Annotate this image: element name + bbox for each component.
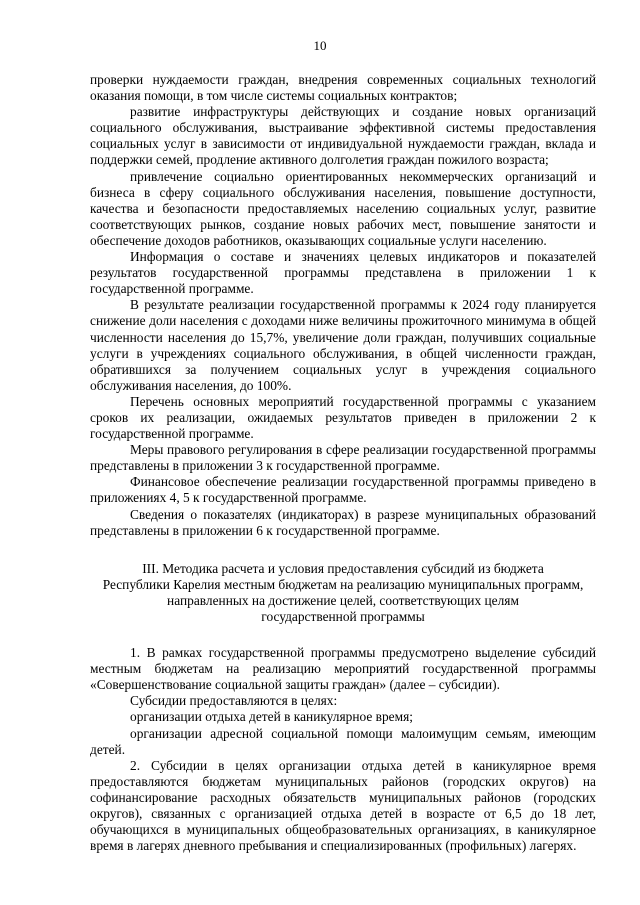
section-heading-line: Республики Карелия местным бюджетам на реализацию муниципальных программ, (102, 576, 584, 592)
paragraph: организации отдыха детей в каникулярное время; (130, 709, 413, 725)
section-heading-line: III. Методика расчета и условия предоставления субсидий из бюджета (142, 560, 544, 576)
paragraph: Информация о составе и значениях целевых индикаторов и показателей результатов государственной программы представлена в приложении 1 к государственной программе. (90, 249, 596, 297)
paragraph: 2. Субсидии в целях организации отдыха детей в каникулярное время предоставляются бюджетам муниципальных районов (городских округов) на софинансирование расходных обязательств муниципальных районов (городских округов), связанных с организацией отдыха детей в возрасте от 6,5 до 18 лет, обучающихся в муниципальных общеобразовательных организациях, в каникулярное время в лагерях дневного пребывания и специализированных (профильных) лагерях. (90, 757, 596, 854)
paragraph: Финансовое обеспечение реализации государственной программы приведено в приложениях 4, 5 к государственной программе. (90, 474, 596, 506)
paragraph: организации адресной социальной помощи малоимущим семьям, имеющим детей. (90, 725, 596, 757)
section-heading (90, 561, 596, 625)
paragraph: Субсидии предоставляются в целях: (130, 693, 338, 709)
paragraph: Меры правового регулирования в сфере реализации государственной программы представлены в приложении 3 к государственной программе. (90, 442, 596, 474)
section-heading-line: направленных на достижение целей, соответствующих целям (167, 592, 519, 608)
paragraph: развитие инфраструктуры действующих и создание новых организаций социального обслуживания, выстраивание эффективной системы предоставления социальных услуг в зависимости от индивидуальной нуждаемости граждан, вклада и поддержки семей, продление активного долголетия граждан пожилого возраста; (90, 104, 596, 168)
paragraph: Перечень основных мероприятий государственной программы с указанием сроков их реализации, ожидаемых результатов приведен в приложении 2 к государственной программе. (90, 393, 596, 442)
paragraph: привлечение социально ориентированных некоммерческих организаций и бизнеса в сферу социального обслуживания населения, повышение доступности, качества и безопасности предоставляемых населению социальных услуг, развитие соответствующих рынков, создание новых рабочих мест, повышение занятости и обеспечение доходов работников, оказывающих социальные услуги населению. (90, 168, 596, 248)
paragraph: проверки нуждаемости граждан, внедрения современных социальных технологий оказания помощи, в том числе системы социальных контрактов; (90, 72, 596, 104)
paragraph: Сведения о показателях (индикаторах) в разрезе муниципальных образований представлены в приложении 6 к государственной программе. (90, 506, 596, 538)
document-body (90, 72, 596, 854)
section-heading-line: государственной программы (261, 609, 425, 624)
paragraph: 1. В рамках государственной программы предусмотрено выделение субсидий местным бюджетам на реализацию мероприятий государственной программы «Совершенствование социальной защиты граждан» (далее – субсидии). (90, 645, 596, 693)
paragraph: В результате реализации государственной программы к 2024 году планируется снижение доли населения с доходами ниже величины прожиточного минимума в общей численности населения до 15,7%, увеличение доли граждан, получивших социальные услуги в учреждениях социального обслуживания, в общей численности граждан, обратившихся за получением социальных услуг в учреждения социального обслуживания населения, до 100%. (90, 297, 596, 393)
page-number: 10 (313, 38, 327, 53)
